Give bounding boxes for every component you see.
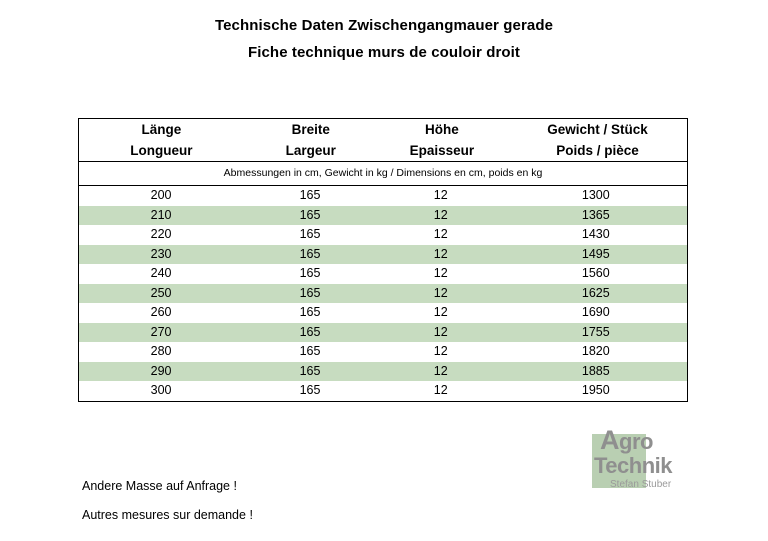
column-header-breite: Breite: [291, 122, 330, 137]
table-row: [79, 206, 687, 226]
table-row: [79, 264, 687, 284]
logo-word-technik: Technik: [594, 453, 673, 478]
column-header-gewicht: Gewicht / Stück: [547, 122, 648, 137]
cell-breite: 165: [243, 323, 377, 343]
logo-letter-a: A: [600, 425, 619, 455]
table-header-block: [78, 118, 688, 162]
cell-breite: 165: [299, 305, 321, 319]
cell-hoehe: 12: [433, 305, 448, 319]
header-row-fr: [79, 140, 689, 161]
cell-laenge: 200: [150, 188, 172, 202]
table-row: [79, 284, 687, 304]
cell-breite: 165: [243, 206, 377, 226]
column-header-hoehe: Höhe: [425, 122, 459, 137]
table-row: [79, 186, 687, 206]
cell-hoehe: 12: [377, 284, 505, 304]
cell-laenge: 250: [79, 284, 243, 304]
table-row: [79, 381, 687, 401]
cell-hoehe: 12: [433, 227, 448, 241]
note-de: Andere Masse auf Anfrage !: [82, 479, 237, 493]
cell-hoehe: 12: [377, 323, 505, 343]
cell-laenge: 220: [150, 227, 172, 241]
logo-word-agro: [592, 425, 704, 455]
cell-laenge: 210: [79, 206, 243, 226]
technical-data-table: [78, 118, 688, 402]
logo-text: [592, 425, 704, 492]
table-body: [79, 186, 687, 401]
cell-breite: 165: [243, 245, 377, 265]
column-header-epaisseur: Epaisseur: [409, 143, 475, 158]
table-row: [79, 342, 687, 362]
cell-breite: 165: [299, 188, 321, 202]
cell-gewicht: 1495: [505, 245, 687, 265]
cell-breite: 165: [299, 344, 321, 358]
cell-hoehe: 12: [433, 188, 448, 202]
cell-gewicht: 1690: [581, 305, 610, 319]
logo-subtitle: Stefan Stuber: [610, 479, 672, 490]
cell-laenge: 260: [150, 305, 172, 319]
cell-hoehe: 12: [377, 245, 505, 265]
cell-laenge: 270: [79, 323, 243, 343]
footer-notes: [82, 472, 253, 530]
table-row: [79, 323, 687, 343]
table-row: [79, 362, 687, 382]
column-header-largeur: Largeur: [285, 143, 336, 158]
column-header-longueur: Longueur: [130, 143, 193, 158]
cell-breite: 165: [243, 284, 377, 304]
document-titles: [0, 0, 768, 60]
cell-hoehe: 12: [433, 344, 448, 358]
cell-laenge: 290: [79, 362, 243, 382]
cell-gewicht: 1950: [581, 383, 610, 397]
company-logo: [592, 425, 702, 506]
cell-hoehe: 12: [377, 206, 505, 226]
cell-breite: 165: [299, 266, 321, 280]
cell-breite: 165: [299, 383, 321, 397]
cell-laenge: 240: [150, 266, 172, 280]
header-row-de: [79, 119, 689, 140]
page-title-de: Technische Daten Zwischengangmauer gerade: [214, 17, 554, 34]
cell-gewicht: 1300: [581, 188, 610, 202]
cell-hoehe: 12: [433, 383, 448, 397]
cell-hoehe: 12: [377, 362, 505, 382]
column-header-poids: Poids / pièce: [556, 143, 639, 158]
table-row: [79, 303, 687, 323]
cell-gewicht: 1625: [505, 284, 687, 304]
cell-laenge: 280: [150, 344, 172, 358]
cell-gewicht: 1365: [505, 206, 687, 226]
table-units-note: Abmessungen in cm, Gewicht in kg / Dimensions en cm, poids en kg: [78, 162, 688, 186]
cell-gewicht: 1560: [581, 266, 610, 280]
cell-hoehe: 12: [433, 266, 448, 280]
logo-word-agro-rest: gro: [619, 429, 653, 454]
cell-gewicht: 1885: [505, 362, 687, 382]
cell-breite: 165: [299, 227, 321, 241]
cell-breite: 165: [243, 362, 377, 382]
cell-gewicht: 1755: [505, 323, 687, 343]
cell-gewicht: 1820: [581, 344, 610, 358]
table-row: [79, 225, 687, 245]
page-title-fr: Fiche technique murs de couloir droit: [247, 44, 521, 61]
cell-gewicht: 1430: [581, 227, 610, 241]
table-body-block: [78, 186, 688, 402]
cell-laenge: 300: [150, 383, 172, 397]
cell-laenge: 230: [79, 245, 243, 265]
table-header: [79, 119, 689, 161]
table-row: [79, 245, 687, 265]
note-fr: Autres mesures sur demande !: [82, 508, 253, 522]
column-header-laenge: Länge: [141, 122, 182, 137]
